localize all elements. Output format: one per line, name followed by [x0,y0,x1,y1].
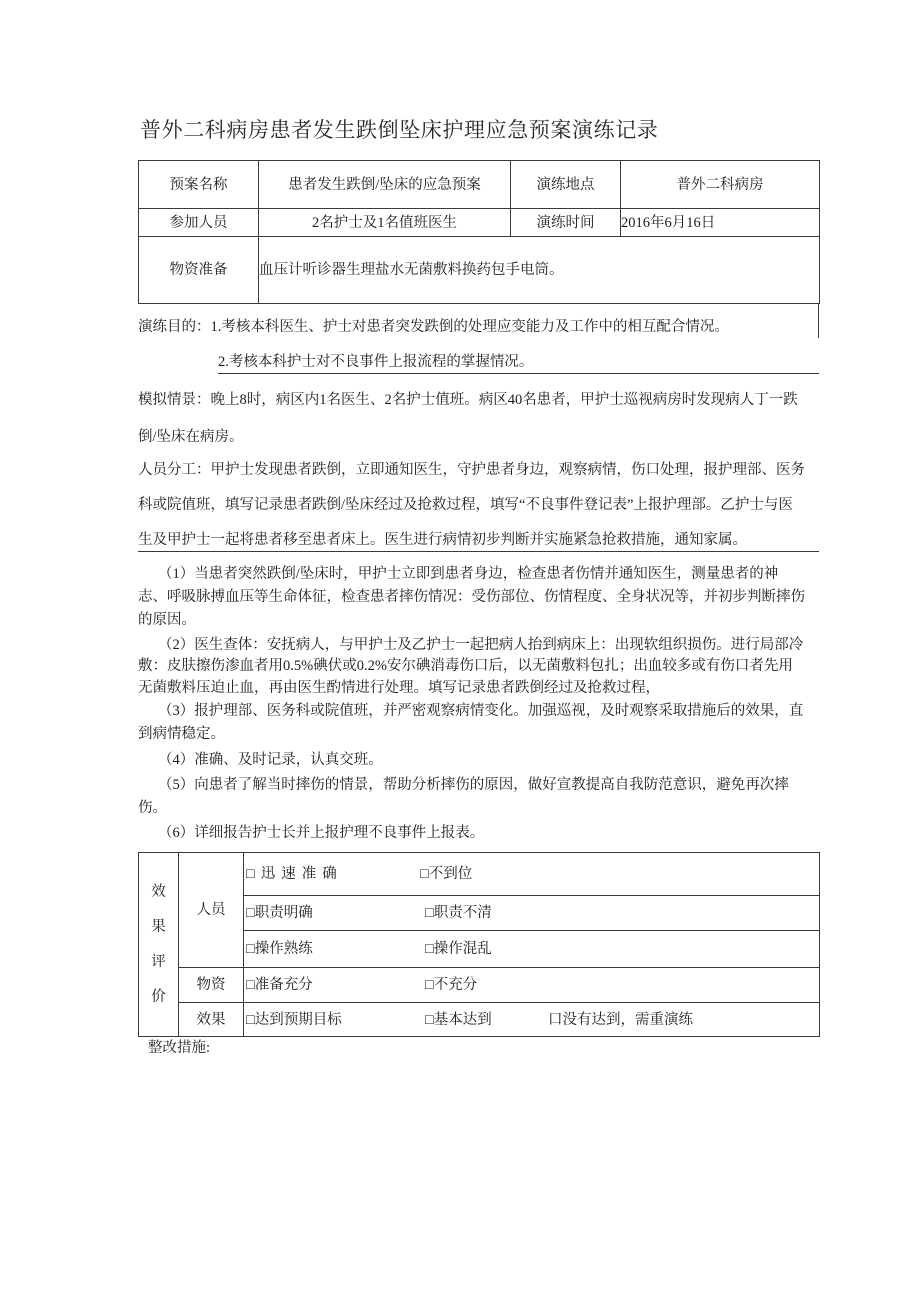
step-3-line: 到病情稳定。 [138,726,225,742]
option-unclear-duties: □职责不清 [425,905,492,921]
evaluation-options-cell [244,1003,820,1037]
division-bottom-rule [138,551,819,552]
info-row-plan [139,161,820,209]
step-4-line: （4）准确、及时记录，认真交班。 [158,752,383,768]
evaluation-options-cell [244,853,820,896]
purpose-bottom-rule [218,373,819,374]
step-1-line: 的原因。 [138,612,196,628]
option-goal-achieved: □达到预期目标 [246,1011,342,1028]
drill-info-table [138,160,820,304]
page-title: 普外二科病房患者发生跌倒坠床护理应急预案演练记录 [140,118,659,142]
option-basically-achieved: □基本达到 [425,1011,492,1028]
step-2-line: 敷：皮肤擦伤渗血者用0.5%碘伏或0.2%安尔碘消毒伤口后，以无菌敷料包扎；出血较多或有伤口者先用 [138,658,793,674]
plan-name-label: 预案名称 [139,161,259,209]
time-value: 2016年6月16日 [621,209,820,237]
scenario-line: 模拟情景：晚上8时，病区内1名医生、2名护士值班。病区40名患者，甲护士巡视病房时发现病人丁一跌 [138,392,798,408]
personnel-label: 人员 [179,853,244,968]
step-1-line: 志、呼吸脉搏血压等生命体征，检查患者摔伤情况：受伤部位、伤情程度、全身状况等，并初步判断摔伤 [138,589,805,605]
option-insufficient: □不充分 [425,977,478,993]
step-1-line: （1）当患者突然跌倒/坠床时，甲护士立即到患者身边，检查患者伤情并通知医生，测量患者的神 [158,566,779,582]
evaluation-options-cell [244,931,820,968]
step-2-line: （2）医生查体：安抚病人，与甲护士及乙护士一起把病人抬到病床上：出现软组织损伤。进行局部冷 [158,637,804,653]
step-2-line: 无菌敷料压迫止血，再由医生酌情进行处理。填写记录患者跌倒经过及抢救过程， [138,680,660,696]
option-clear-duties: □职责明确 [246,905,313,921]
evaluation-options-cell [244,968,820,1003]
option-quick-accurate: □迅速准确 [246,866,343,882]
purpose-right-border [818,303,819,338]
info-row-materials [139,237,820,304]
division-line: 人员分工：甲护士发现患者跌倒，立即通知医生，守护患者身边，观察病情，伤口处理，报护理部、医务 [138,462,805,478]
option-chaotic-operation: □操作混乱 [425,941,492,957]
division-line: 生及甲护士一起将患者移至患者床上。医生进行病情初步判断并实施紧急抢救措施，通知家属。 [138,532,747,548]
purpose-line-2: 2.考核本科护士对不良事件上报流程的掌握情况。 [218,354,534,370]
scenario-line: 倒/坠床在病房。 [138,429,244,445]
option-not-in-place: □不到位 [420,866,473,882]
evaluation-options-cell [244,896,820,931]
participants-value: 2名护士及1名值班医生 [259,209,511,237]
evaluation-header: 效果评价 [151,883,166,1005]
evaluation-table [138,852,820,1037]
info-row-participants [139,209,820,237]
option-well-prepared: □准备充分 [246,977,313,993]
materials-value: 血压计听诊器生理盐水无菌敷料换药包手电筒。 [259,237,820,304]
time-label: 演练时间 [511,209,621,237]
step-5-line: （5）向患者了解当时摔伤的情景，帮助分析摔伤的原因，做好宣教提高自我防范意识，避免再次摔 [158,777,789,793]
plan-name-value: 患者发生跌倒/坠床的应急预案 [259,161,511,209]
evaluation-header-cell [139,853,179,1037]
participants-label: 参加人员 [139,209,259,237]
division-line: 科或院值班，填写记录患者跌倒/坠床经过及抢救过程，填写“不良事件登记表”上报护理部。乙护士与医 [138,497,793,513]
materials-label: 物资准备 [139,237,259,304]
materials-eval-label: 物资 [179,968,244,1003]
evaluation-row [139,853,820,896]
rectification-label: 整改措施: [148,1040,211,1056]
effect-label: 效果 [179,1003,244,1037]
location-value: 普外二科病房 [621,161,820,209]
step-6-line: （6）详细报告护士长并上报护理不良事件上报表。 [158,825,485,841]
evaluation-row [139,968,820,1003]
location-label: 演练地点 [511,161,621,209]
option-skilled-operation: □操作熟练 [246,941,313,957]
purpose-line-1: 演练目的：1.考核本科医生、护士对患者突发跌倒的处理应变能力及工作中的相互配合情况。 [138,319,729,335]
option-not-achieved-redrill: 口没有达到，需重演练 [548,1011,693,1028]
step-5-line: 伤。 [138,800,167,816]
step-3-line: （3）报护理部、医务科或院值班，并严密观察病情变化。加强巡视，及时观察采取措施后的效果，直 [158,703,804,719]
evaluation-row [139,1003,820,1037]
